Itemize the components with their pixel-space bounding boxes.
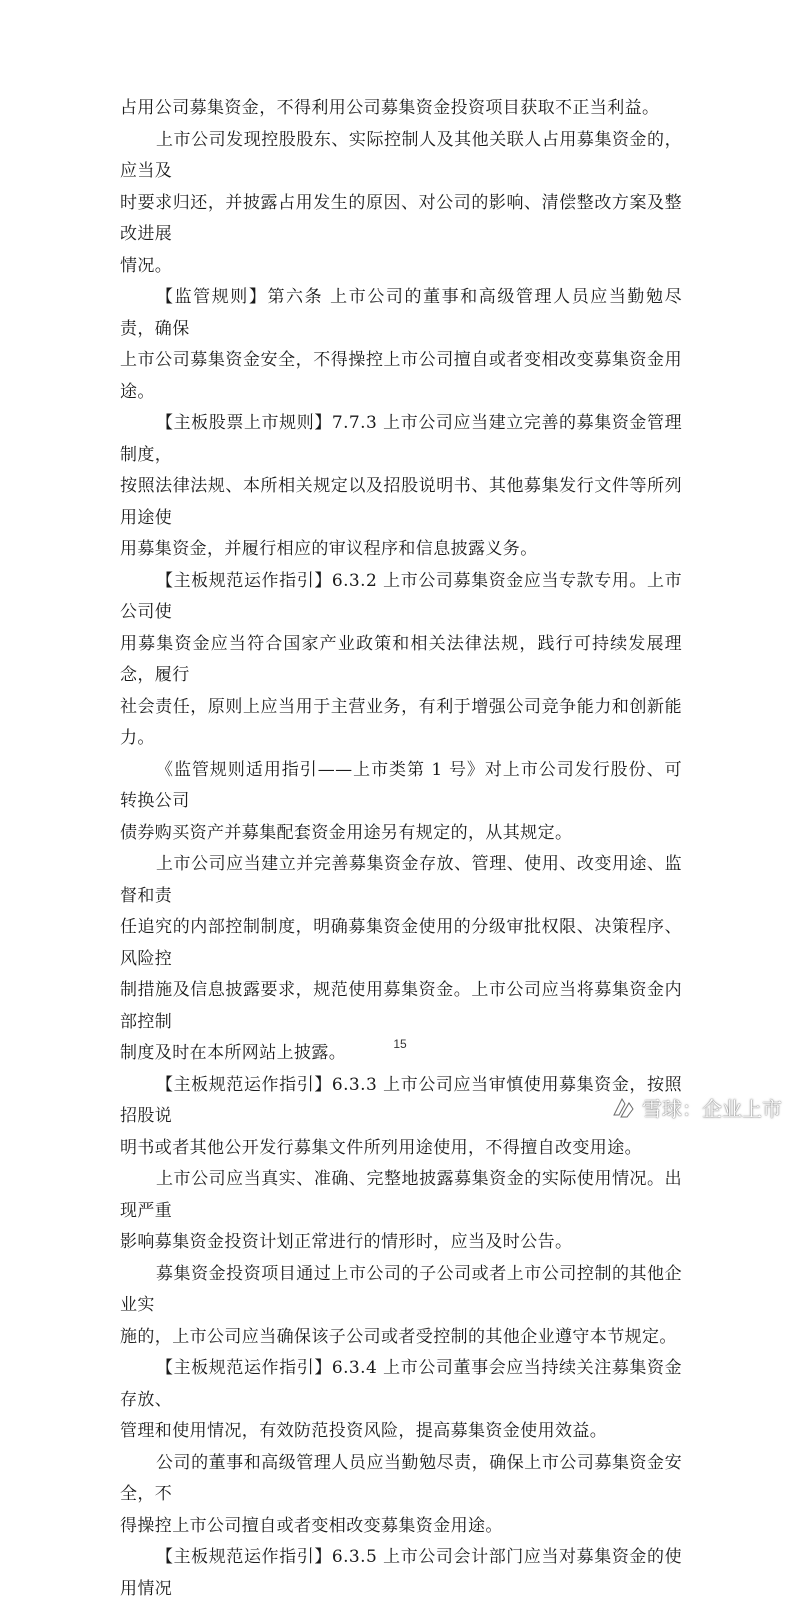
paragraph-11: 【主板规范运作指引】6.3.4 上市公司董事会应当持续关注募集资金存放、 管理和使用情况，有效防范投资风险，提高募集资金使用效益。 — [120, 1358, 682, 1441]
paragraph-6: 《监管规则适用指引——上市类第 1 号》对上市公司发行股份、可转换公司 债券购买资产并募集配套资金用途另有规定的，从其规定。 — [120, 759, 682, 843]
paragraph-4: 【主板股票上市规则】7.7.3 上市公司应当建立完善的募集资金管理制度， 按照法律法规、本所相关规定以及招股说明书、其他募集发行文件等所列用途使 用募集资金，并履行相应的审议程序和信息披露义务。 — [120, 413, 682, 559]
paragraph-12: 公司的董事和高级管理人员应当勤勉尽责，确保上市公司募集资金安全，不 得操控上市公司擅自或者变相改变募集资金用途。 — [120, 1452, 682, 1536]
paragraph-7: 上市公司应当建立并完善募集资金存放、管理、使用、改变用途、监督和责 任追究的内部控制制度，明确募集资金使用的分级审批权限、决策程序、风险控 制措施及信息披露要求，规范使用募集资金。上市公司应当将募集资金内部控制 制度及时在本所网站上披露。 — [120, 854, 682, 1063]
paragraph-1: 占用公司募集资金，不得利用公司募集资金投资项目获取不正当利益。 — [120, 98, 660, 118]
snowball-logo-icon — [610, 1095, 636, 1121]
watermark — [610, 1093, 782, 1122]
paragraph-3: 【监管规则】第六条 上市公司的董事和高级管理人员应当勤勉尽责，确保 上市公司募集资金安全，不得操控上市公司擅自或者变相改变募集资金用途。 — [120, 287, 682, 402]
paragraph-5: 【主板规范运作指引】6.3.2 上市公司募集资金应当专款专用。上市公司使 用募集资金应当符合国家产业政策和相关法律法规，践行可持续发展理念，履行 社会责任，原则上应当用于主营业务，有利于增强公司竞争能力和创新能力。 — [120, 570, 682, 748]
watermark-text: 雪球：企业上市 — [642, 1097, 782, 1121]
paragraph-13: 【主板规范运作指引】6.3.5 上市公司会计部门应当对募集资金的使用情况 — [120, 1547, 682, 1599]
paragraph-8: 【主板规范运作指引】6.3.3 上市公司应当审慎使用募集资金，按照招股说 明书或者其他公开发行募集文件所列用途使用，不得擅自改变用途。 — [120, 1074, 682, 1158]
page-number: 15 — [393, 1037, 407, 1051]
paragraph-2: 上市公司发现控股股东、实际控制人及其他关联人占用募集资金的，应当及 时要求归还，并披露占用发生的原因、对公司的影响、清偿整改方案及整改进展 情况。 — [120, 129, 682, 276]
document-page — [120, 93, 682, 1605]
paragraph-9: 上市公司应当真实、准确、完整地披露募集资金的实际使用情况。出现严重 影响募集资金投资计划正常进行的情形时，应当及时公告。 — [120, 1169, 682, 1252]
paragraph-10: 募集资金投资项目通过上市公司的子公司或者上市公司控制的其他企业实 施的，上市公司应当确保该子公司或者受控制的其他企业遵守本节规定。 — [120, 1263, 682, 1347]
